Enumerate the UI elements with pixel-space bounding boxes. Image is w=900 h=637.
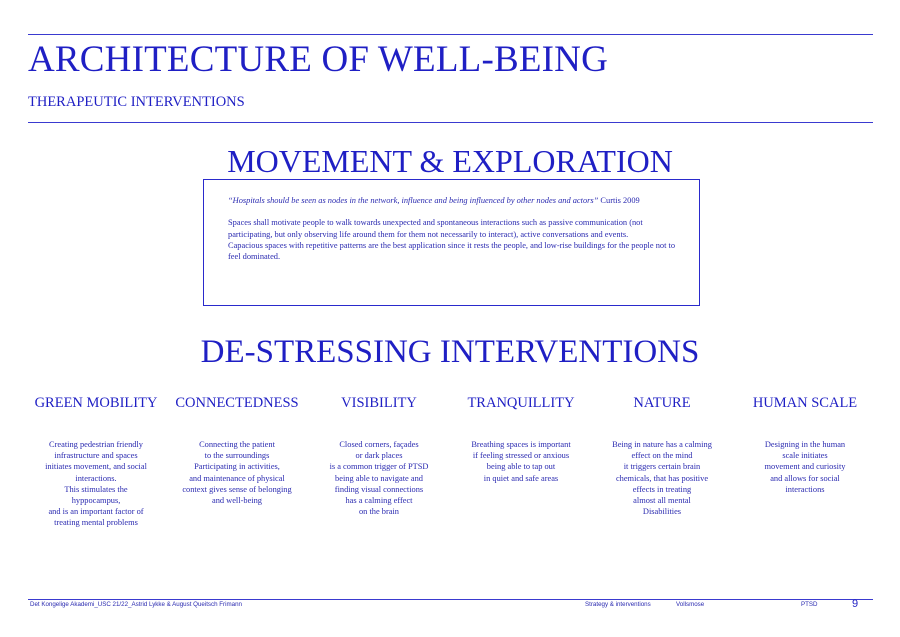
column-connectedness <box>157 394 317 506</box>
footer-site: Vollsmose <box>676 601 705 608</box>
column-text: Connecting the patient to the surroundings Participating in activities, and maintenance of physical context gives sense of belonging and well-being <box>182 440 292 506</box>
movement-paragraph-2: Capacious spaces with repetitive patterns are the best application since it rests the people, and low-rise buildings for the people not to feel dominated. <box>228 240 676 261</box>
column-title: HUMAN SCALE <box>752 395 858 411</box>
column-visibility <box>299 394 459 517</box>
column-text: Being in nature has a calming effect on the mind it triggers certain brain chemicals, that has positive effects in treating almost all mental Disabilities <box>612 440 712 517</box>
page-title: ARCHITECTURE OF WELL-BEING <box>28 39 609 80</box>
column-title: GREEN MOBILITY <box>34 395 158 411</box>
footer-topic: PTSD <box>801 601 818 608</box>
page-subtitle: THERAPEUTIC INTERVENTIONS <box>28 94 245 110</box>
column-title: CONNECTEDNESS <box>175 395 299 411</box>
column-title: NATURE <box>633 395 691 411</box>
page-number: 9 <box>852 598 859 610</box>
quote-source: Curtis 2009 <box>600 196 640 205</box>
destressing-heading: DE-STRESSING INTERVENTIONS <box>200 334 700 370</box>
footer-credits: Det Kongelige Akademi_USC 21/22_Astrid Lykke & August Queitsch Frimann <box>30 601 242 608</box>
column-title: VISIBILITY <box>341 395 417 411</box>
footer-section: Strategy & interventions <box>585 601 651 608</box>
column-text: Creating pedestrian friendly infrastructure and spaces initiates movement, and social interactions. This stimulates the hyppocampus, and is an important factor of treating mental problems <box>45 440 147 528</box>
quote-text: “Hospitals should be seen as nodes in the network, influence and being influenced by other nodes and actors” <box>228 196 599 205</box>
quote-content <box>228 195 678 262</box>
column-text: Designing in the human scale initiates movement and curiosity and allows for social interactions <box>764 440 846 494</box>
top-rule <box>28 34 873 35</box>
quote-box <box>203 179 700 306</box>
quote-line <box>228 195 678 206</box>
column-nature <box>582 394 742 517</box>
column-tranquillity <box>441 394 601 484</box>
column-human-scale <box>725 394 885 495</box>
column-text: Breathing spaces is important if feeling stressed or anxious being able to tap out in quiet and safe areas <box>471 440 571 483</box>
column-green-mobility <box>16 394 176 529</box>
movement-paragraph-1: Spaces shall motivate people to walk towards unexpected and spontaneous interactions such as passive communication (not participating, but only observing life around them for them not necessarily to interact), active conversations and events. <box>228 218 643 239</box>
movement-heading: MOVEMENT & EXPLORATION <box>227 143 673 179</box>
column-text: Closed corners, façades or dark places is a common trigger of PTSD being able to navigate and finding visual connections has a calming effect on the brain <box>329 440 429 517</box>
column-title: TRANQUILLITY <box>467 395 575 411</box>
header-divider <box>28 122 873 123</box>
